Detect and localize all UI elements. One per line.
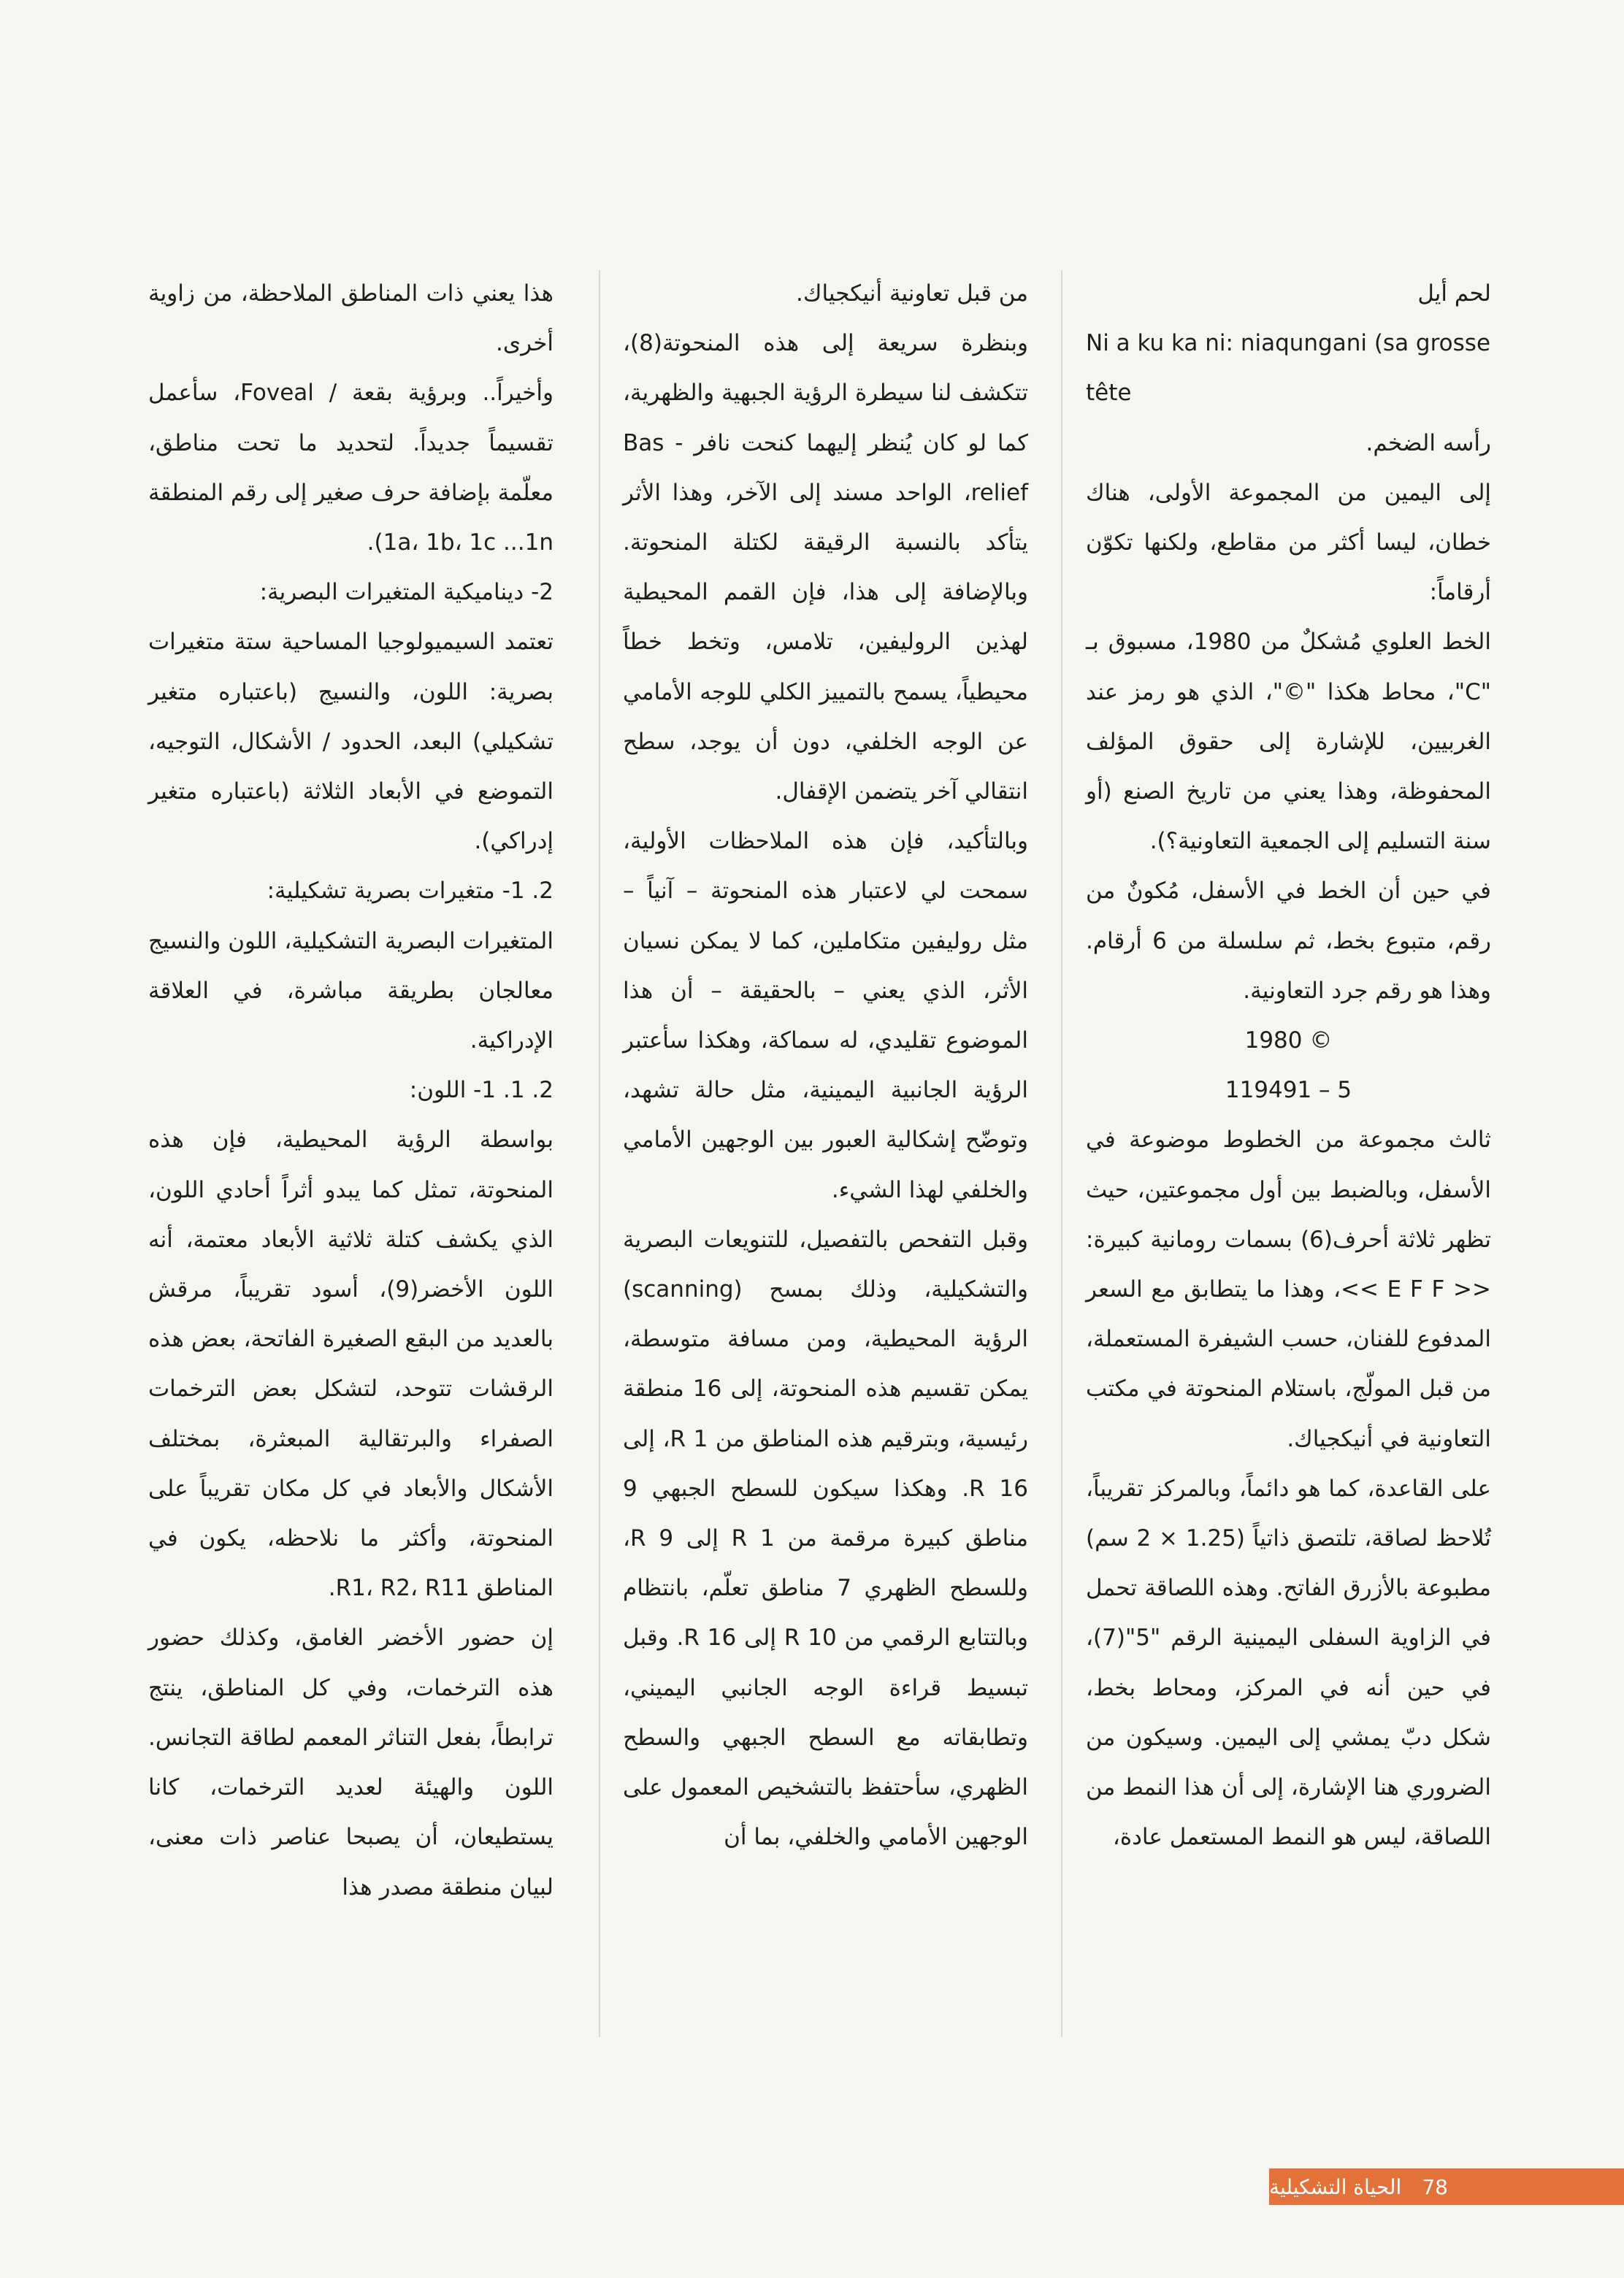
paragraph: وبنظرة سريعة إلى هذه المنحوتة(8)، تتكشف لنا سيطرة الرؤية الجبهية والظهرية، كما لو كان يُنظر إليهما كنحت نافر Bas - relief، الواحد مسند إلى الآخر، وهذا الأثر يتأكد بالنسبة الرقيقة لكتلة المنحوتة. وبالإضافة إلى هذا، فإن القمم المحيطية لهذين الروليفين، تلامس، وتخط خطاً محيطياً، يسمح بالتمييز الكلي للوجه الأمامي عن الوجه الخلفي، دون أن يوجد، سطح انتقالي آخر يتضمن الإقفال. <box>623 330 1028 805</box>
paragraph: في حين أن الخط في الأسفل، مُكونٌ من رقم، متبوع بخط، ثم سلسلة من 6 أرقام. وهذا هو رقم جرد التعاونية. <box>1086 878 1491 1004</box>
paragraph: وبالتأكيد، فإن هذه الملاحظات الأولية، سمحت لي لاعتبار هذه المنحوتة – آنياً – مثل روليفين متكاملين، كما لا يمكن نسيان الأثر، الذي يعني – بالحقيقة – أن هذا الموضوع تقليدي، له سماكة، وهكذا سأعتبر الرؤية الجانبية اليمينية، مثل حالة تشهد، وتوضّح إشكالية العبور بين الوجهين الأمامي والخلفي لهذا الشيء. <box>623 828 1028 1203</box>
magazine-name: الحياة التشكيلية <box>1269 2174 1402 2199</box>
paragraph: إلى اليمين من المجموعة الأولى، هناك خطان، ليسا أكثر من مقاطع، ولكنها تكوّن أرقاماً: <box>1086 479 1491 606</box>
paragraph: بواسطة الرؤية المحيطية، فإن هذه المنحوتة، تمثل كما يبدو أثراً أحادي اللون، الذي يكشف كتلة ثلاثية الأبعاد معتمة، أنه اللون الأخضر(9)، أسود تقريباً، مرقش بالعديد من البقع الصغيرة الفاتحة، بعض هذه الرقشات تتوحد، لتشكل بعض الترخمات الصفراء والبرتقالية المبعثرة، بمختلف الأشكال والأبعاد في كل مكان تقريباً على المنحوتة، وأكثر ما نلاحظه، يكون في المناطق R1، R2، R11. <box>148 1127 554 1602</box>
paragraph: المتغيرات البصرية التشكيلية، اللون والنسيج معالجان بطريقة مباشرة، في العلاقة الإدراكية. <box>148 927 554 1054</box>
paragraph: وقبل التفحص بالتفصيل، للتنويعات البصرية والتشكيلية، وذلك بمسح (scanning) الرؤية المحيطية، ومن مسافة متوسطة، يمكن تقسيم هذه المنحوتة، إلى 16 منطقة رئيسية، وبترقيم هذه المناطق من R 1، إلى R 16. وهكذا سيكون للسطح الجبهي 9 مناطق كبيرة مرقمة من R 1 إلى R 9، وللسطح الظهري 7 مناطق تعلّم، بانتظام وبالتتابع الرقمي من R 10 إلى R 16. وقبل تبسيط قراءة الوجه الجانبي اليميني، وتطابقاته مع السطح الجبهي والسطح الظهري، سأحتفظ بالتشخيص المعمول على الوجهين الأمامي والخلفي، بما أن <box>623 1226 1029 1851</box>
section-heading: 2- ديناميكية المتغيرات البصرية: <box>259 579 554 606</box>
page-number: 78 <box>1422 2174 1448 2199</box>
section-heading: 2. 1- متغيرات بصرية تشكيلية: <box>267 878 554 905</box>
paragraph: تعتمد السيميولوجيا المساحية ستة متغيرات بصرية: اللون، والنسيج (باعتباره متغير تشكيلي) البعد، الحدود / الأشكال، التوجيه، التموضع في الأبعاد الثلاثة (باعتباره متغير إدراكي). <box>148 629 554 855</box>
text-column-left <box>148 269 554 1912</box>
paragraph: من قبل تعاونية أنيكجياك. <box>796 280 1028 307</box>
paragraph: على القاعدة، كما هو دائماً، وبالمركز تقريباً، تُلاحظ لصاقة، تلتصق ذاتياً (1.25 × 2 سم) مطبوعة بالأزرق الفاتح. وهذه اللصاقة تحمل في الزاوية السفلى اليمينية الرقم "5"(7)، في حين أنه في المركز، ومحاط بخط، شكل دبّ يمشي إلى اليمين. وسيكون من الضروري هنا الإشارة، إلى أن هذا النمط من اللصاقة، ليس هو النمط المستعمل عادة، <box>1086 1475 1491 1851</box>
column-divider <box>1061 270 1062 2037</box>
copyright-line: © 1980 <box>1244 1027 1333 1054</box>
column-divider <box>599 270 600 2037</box>
footer-bar <box>1269 2168 1624 2205</box>
paragraph: الخط العلوي مُشكلٌ من 1980، مسبوق بـ "C"، محاط هكذا "©"، الذي هو رمز عند الغربيين، للإشارة إلى حقوق المؤلف المحفوظة، وهذا يعني من تاريخ الصنع (أو سنة التسليم إلى الجمعية التعاونية؟). <box>1086 629 1491 855</box>
paragraph: لحم أيل <box>1417 280 1491 307</box>
paragraph: ثالث مجموعة من الخطوط موضوعة في الأسفل، وبالضبط بين أول مجموعتين، حيث تظهر ثلاثة أحرف(6) بسمات رومانية كبيرة: << E F F >>، وهذا ما يتطابق مع السعر المدفوع للفنان، حسب الشيفرة المستعملة، من قبل المولّج، باستلام المنحوتة في مكتب التعاونية في أنيكجياك. <box>1086 1127 1491 1452</box>
inventory-number: 5 – 119491 <box>1225 1077 1352 1104</box>
paragraph: هذا يعني ذات المناطق الملاحظة، من زاوية أخرى. <box>148 280 554 357</box>
text-column-middle <box>623 269 1028 1863</box>
paragraph: رأسه الضخم. <box>1366 429 1491 456</box>
paragraph: إن حضور الأخضر الغامق، وكذلك حضور هذه الترخمات، وفي كل المناطق، ينتج ترابطاً، بفعل التناثر المعمم لطاقة التجانس. اللون والهيئة لعديد الترخمات، كانا يستطيعان، أن يصبحا عناصر ذات معنى، لبيان منطقة مصدر هذا <box>148 1625 554 1901</box>
paragraph: وأخيراً.. وبرؤية بقعة / Foveal، سأعمل تقسيماً جديداً. لتحديد ما تحت مناطق، معلّمة بإضافة حرف صغير إلى رقم المنطقة 1a، 1b، 1c ...1n). <box>148 380 554 556</box>
section-heading: 2. 1. 1- اللون: <box>409 1077 554 1104</box>
text-column-right <box>1086 269 1491 1863</box>
paragraph-latin: Ni a ku ka ni: niaqungani (sa grosse tête <box>1086 330 1491 407</box>
